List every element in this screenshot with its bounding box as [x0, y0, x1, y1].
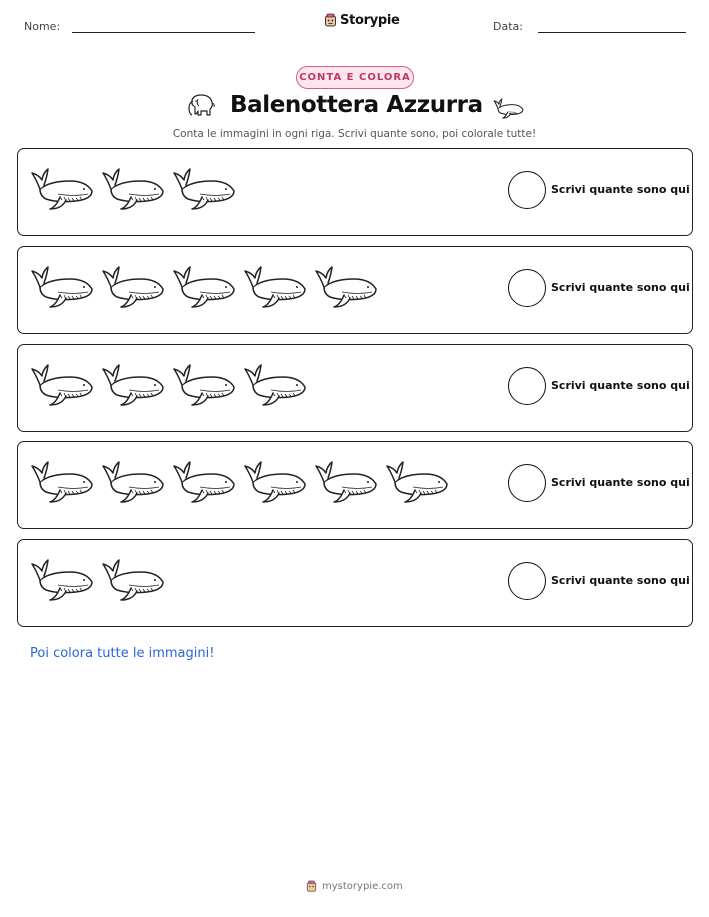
- count-row: [17, 344, 693, 432]
- whale-icon: [492, 96, 526, 120]
- whale-icon: [30, 261, 96, 311]
- answer-circle[interactable]: [508, 562, 546, 600]
- whale-icon: [243, 359, 309, 409]
- whale-icon: [101, 163, 167, 213]
- answer-label: Scrivi quante sono qui: [551, 281, 690, 294]
- whale-icon: [101, 359, 167, 409]
- title-row: [0, 90, 709, 126]
- answer-label: Scrivi quante sono qui: [551, 574, 690, 587]
- whale-icon: [243, 456, 309, 506]
- whale-icon: [172, 456, 238, 506]
- category-badge: CONTA E COLORA: [296, 66, 414, 89]
- elephant-icon: [186, 93, 217, 119]
- brand-logo: [324, 13, 400, 28]
- storypie-mascot-icon: [306, 880, 317, 893]
- footer-note: Poi colora tutte le immagini!: [30, 646, 215, 661]
- whale-icon: [30, 359, 96, 409]
- name-line[interactable]: [72, 32, 255, 33]
- instructions: Conta le immagini in ogni riga. Scrivi quante sono, poi colorale tutte!: [172, 128, 537, 140]
- whale-icon: [30, 456, 96, 506]
- storypie-mascot-icon: [324, 13, 337, 28]
- whale-icon: [101, 261, 167, 311]
- whale-icon: [30, 163, 96, 213]
- answer-label: Scrivi quante sono qui: [551, 183, 690, 196]
- answer-circle[interactable]: [508, 464, 546, 502]
- whale-icon: [101, 554, 167, 604]
- answer-circle[interactable]: [508, 171, 546, 209]
- whale-icon: [172, 359, 238, 409]
- whale-icon: [172, 261, 238, 311]
- count-row: [17, 246, 693, 334]
- whale-icon: [314, 456, 380, 506]
- count-row: [17, 148, 693, 236]
- whale-icon: [101, 456, 167, 506]
- whale-icon: [314, 261, 380, 311]
- site-footer: [306, 880, 403, 893]
- count-row: [17, 539, 693, 627]
- whale-icon: [30, 554, 96, 604]
- name-label: Nome:: [24, 20, 61, 33]
- answer-label: Scrivi quante sono qui: [551, 379, 690, 392]
- date-line[interactable]: [538, 32, 686, 33]
- brand-name: Storypie: [340, 13, 400, 28]
- whale-icon: [385, 456, 451, 506]
- site-url: mystorypie.com: [322, 881, 403, 892]
- answer-circle[interactable]: [508, 269, 546, 307]
- whale-icon: [243, 261, 309, 311]
- date-label: Data:: [493, 20, 523, 33]
- page-title: Balenottera Azzurra: [230, 92, 483, 118]
- answer-label: Scrivi quante sono qui: [551, 476, 690, 489]
- count-row: [17, 441, 693, 529]
- answer-circle[interactable]: [508, 367, 546, 405]
- whale-icon: [172, 163, 238, 213]
